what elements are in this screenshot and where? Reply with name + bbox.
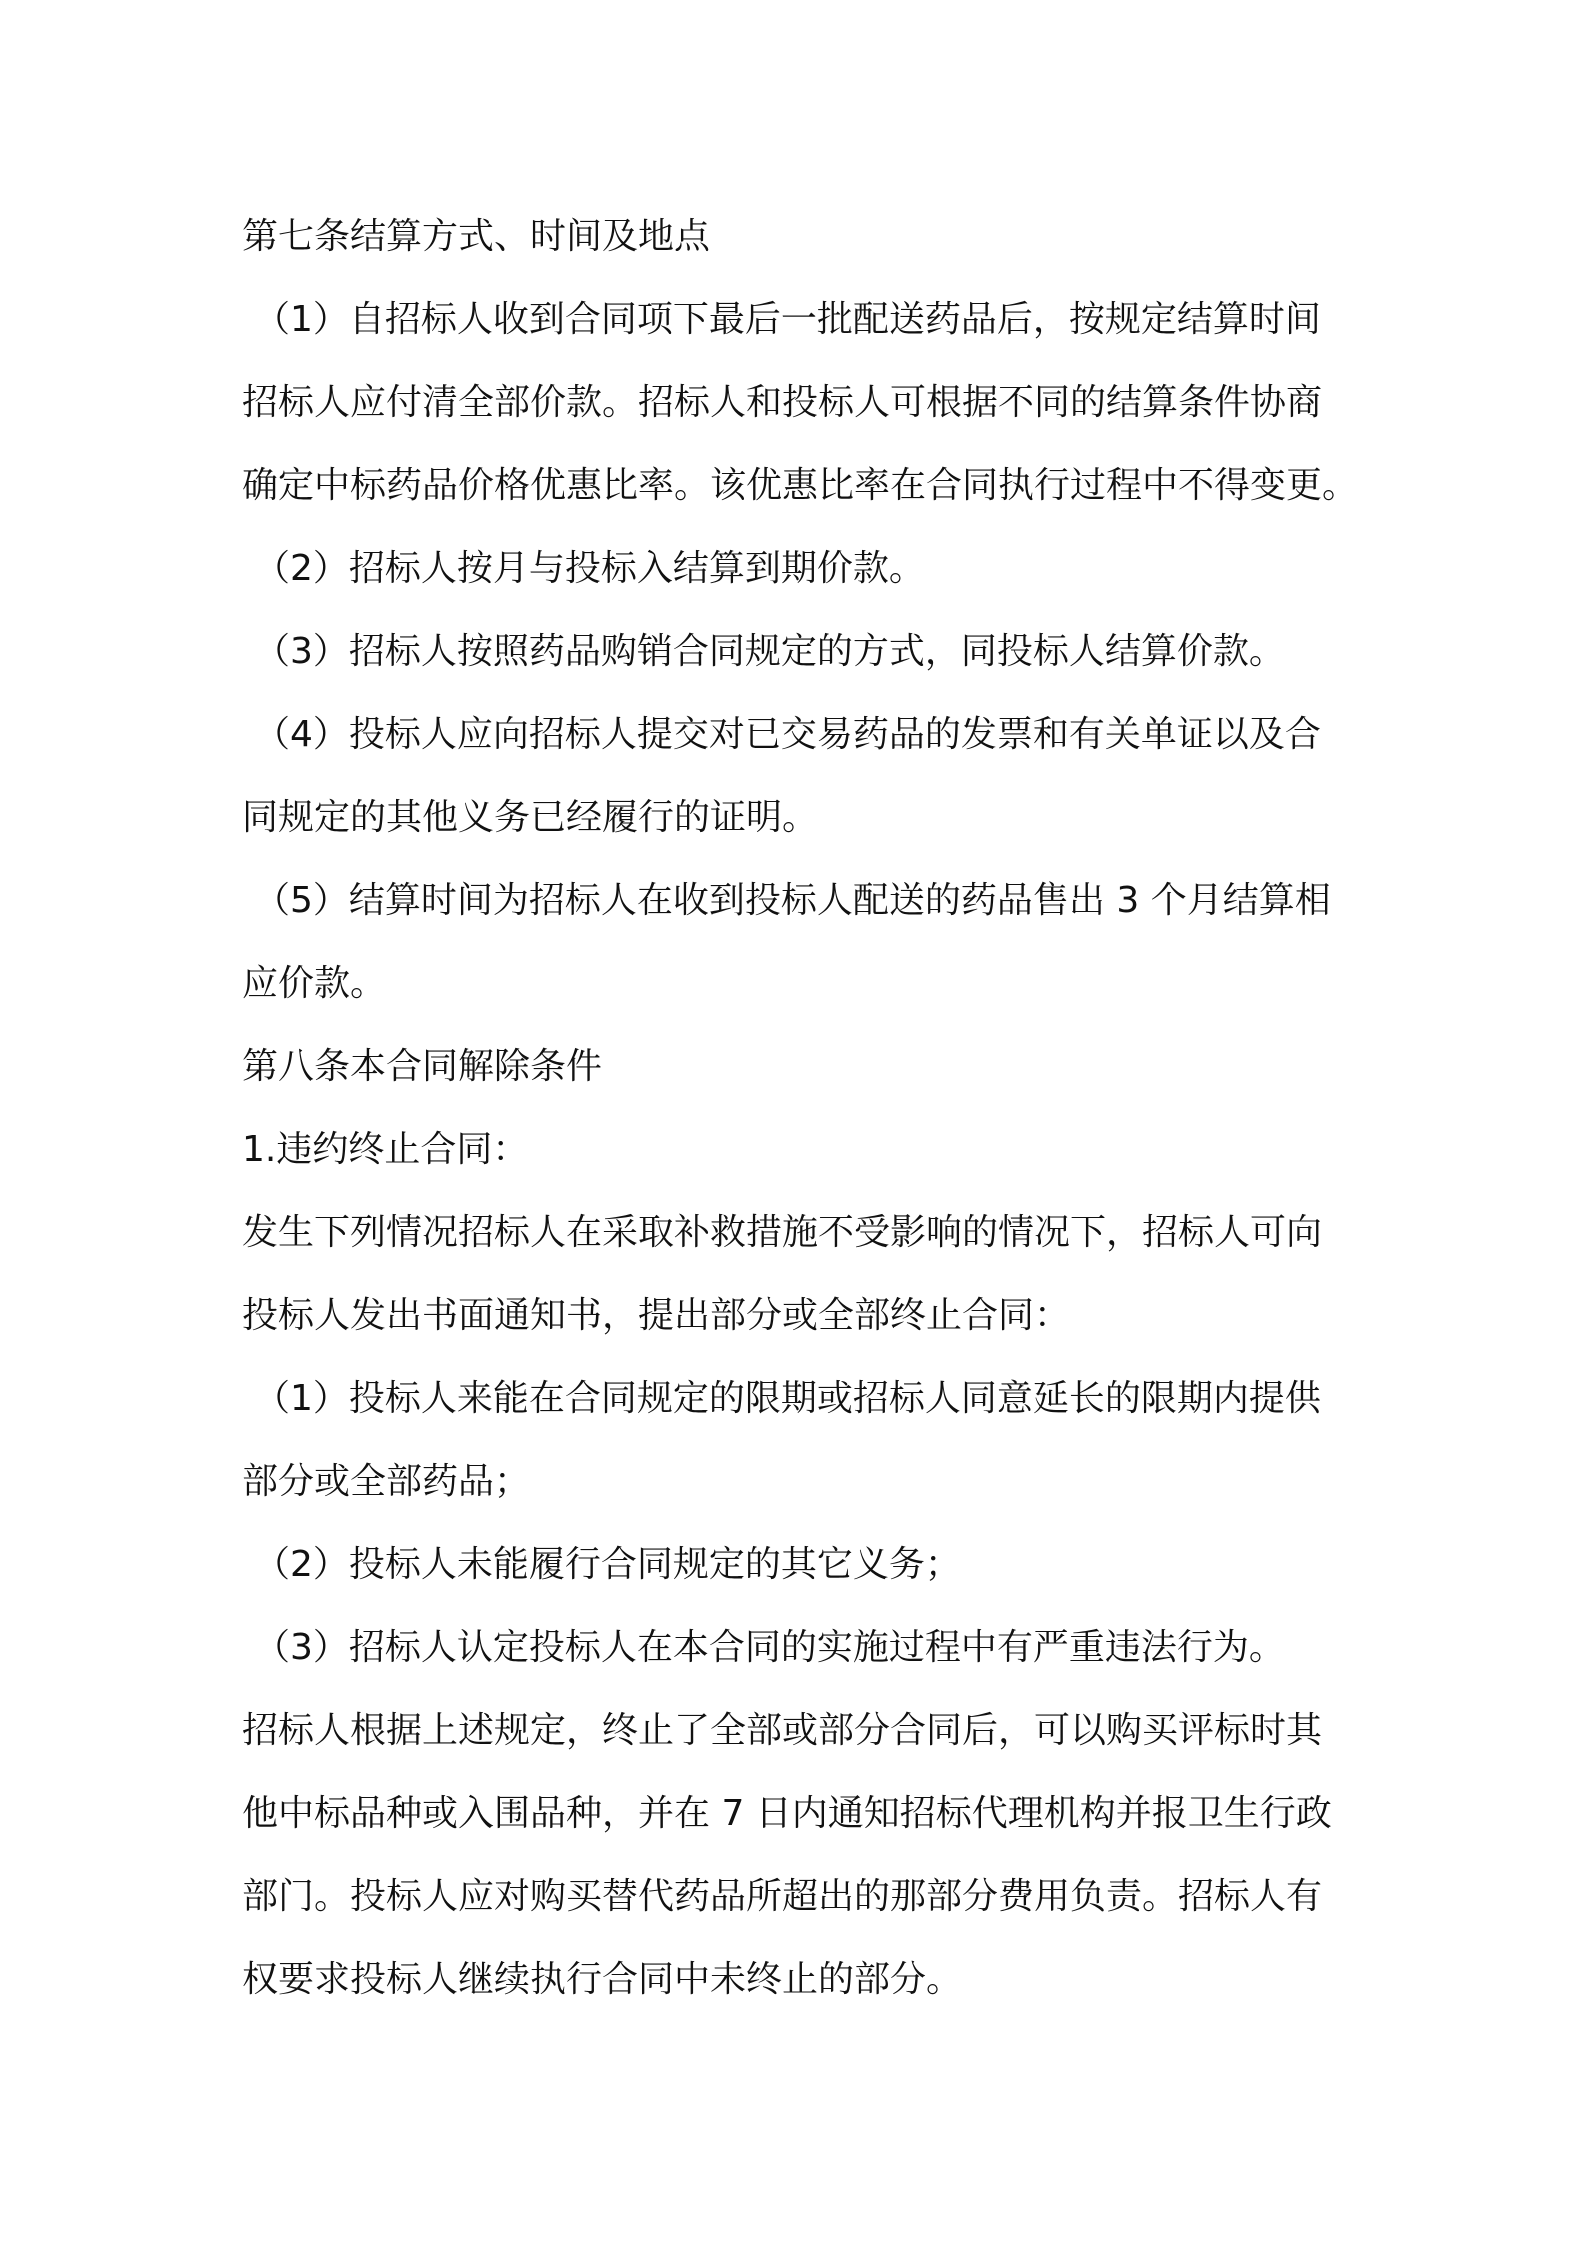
paragraph-line: （3）招标人按照药品购销合同规定的方式，同投标人结算价款。 — [254, 631, 1285, 672]
paragraph-line: （5）结算时间为招标人在收到投标人配送的药品售出 3 个月结算相 — [254, 880, 1331, 921]
paragraph-line: （2）投标人未能履行合同规定的其它义务； — [254, 1544, 961, 1585]
paragraph-line: 权要求投标人继续执行合同中未终止的部分。 — [242, 1959, 963, 2000]
section-heading-7: 第七条结算方式、时间及地点 — [242, 216, 711, 257]
paragraph-line: 部分或全部药品； — [242, 1461, 531, 1502]
subheading-line: 1.违约终止合同： — [242, 1129, 529, 1170]
paragraph-line: 招标人根据上述规定，终止了全部或部分合同后，可以购买评标时其 — [242, 1710, 1323, 1751]
paragraph-line: 投标人发出书面通知书，提出部分或全部终止合同： — [242, 1295, 1071, 1336]
paragraph-line: 确定中标药品价格优惠比率。该优惠比率在合同执行过程中不得变更。 — [242, 465, 1359, 506]
paragraph-line: 他中标品种或入围品种，并在 7 日内通知招标代理机构并报卫生行政 — [242, 1793, 1332, 1834]
paragraph-line: （4）投标人应向招标人提交对已交易药品的发票和有关单证以及合 — [254, 714, 1321, 755]
paragraph-line: 招标人应付清全部价款。招标人和投标人可根据不同的结算条件协商 — [242, 382, 1323, 423]
paragraph-line: （1）投标人来能在合同规定的限期或招标人同意延长的限期内提供 — [254, 1378, 1321, 1419]
paragraph-line: 同规定的其他义务已经履行的证明。 — [242, 797, 819, 838]
paragraph-line: （3）招标人认定投标人在本合同的实施过程中有严重违法行为。 — [254, 1627, 1285, 1668]
paragraph-line: 应价款。 — [242, 963, 387, 1004]
paragraph-line: 部门。投标人应对购买替代药品所超出的那部分费用负责。招标人有 — [242, 1876, 1323, 1917]
paragraph-line: （1）自招标人收到合同项下最后一批配送药品后，按规定结算时间 — [254, 299, 1321, 340]
section-heading-8: 第八条本合同解除条件 — [242, 1046, 603, 1087]
document-body — [242, 195, 1362, 2021]
paragraph-line: （2）招标人按月与投标入结算到期价款。 — [254, 548, 925, 589]
paragraph-line: 发生下列情况招标人在采取补救措施不受影响的情况下，招标人可向 — [242, 1212, 1323, 1253]
